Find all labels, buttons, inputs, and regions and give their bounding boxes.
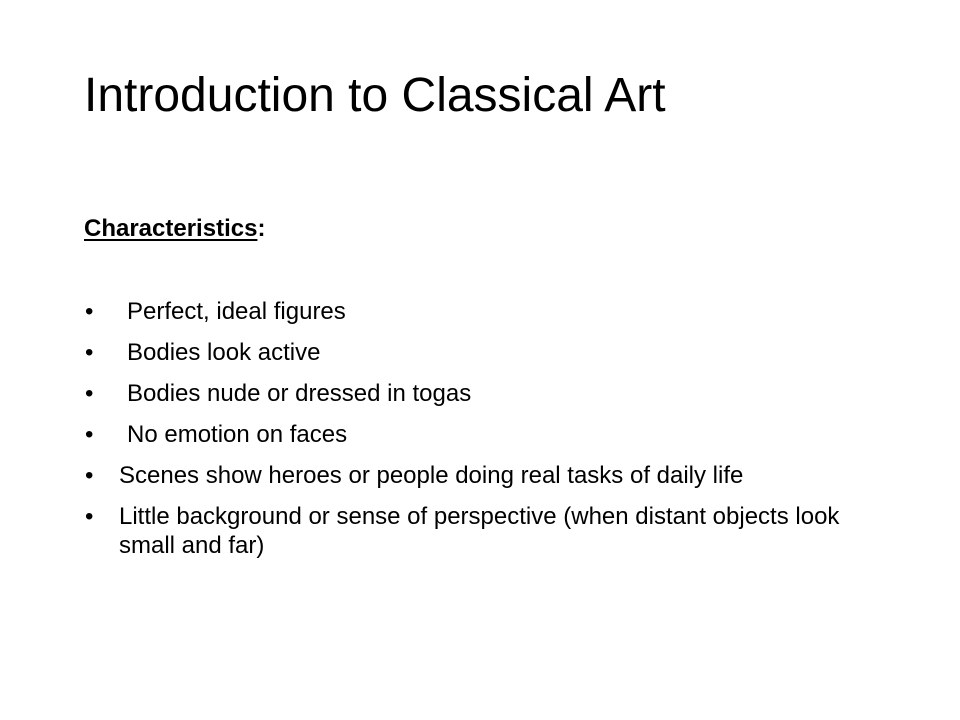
list-item — [84, 420, 864, 449]
list-item-text: Bodies look active — [127, 339, 321, 366]
bullet-icon: • — [85, 503, 94, 530]
bullet-icon: • — [85, 421, 94, 448]
list-item-text: Perfect, ideal figures — [127, 298, 346, 325]
bullet-icon: • — [85, 380, 94, 407]
list-item — [84, 461, 864, 490]
section-heading-text: Characteristics — [84, 215, 258, 242]
bullet-icon: • — [85, 339, 94, 366]
bullet-icon: • — [85, 298, 94, 325]
list-item-text: No emotion on faces — [127, 421, 348, 448]
slide-title: Introduction to Classical Art — [84, 69, 666, 122]
list-item — [84, 502, 864, 560]
characteristics-list — [84, 297, 864, 572]
list-item — [84, 338, 864, 367]
bullet-icon: • — [85, 462, 94, 489]
list-item-text: Little background or sense of perspective (when distant objects look small and far) — [119, 503, 840, 559]
list-item — [84, 297, 864, 326]
section-heading — [84, 213, 265, 245]
list-item-text: Bodies nude or dressed in togas — [127, 380, 472, 407]
list-item — [84, 379, 864, 408]
section-heading-colon: : — [257, 215, 266, 242]
list-item-text: Scenes show heroes or people doing real tasks of daily life — [119, 462, 744, 489]
